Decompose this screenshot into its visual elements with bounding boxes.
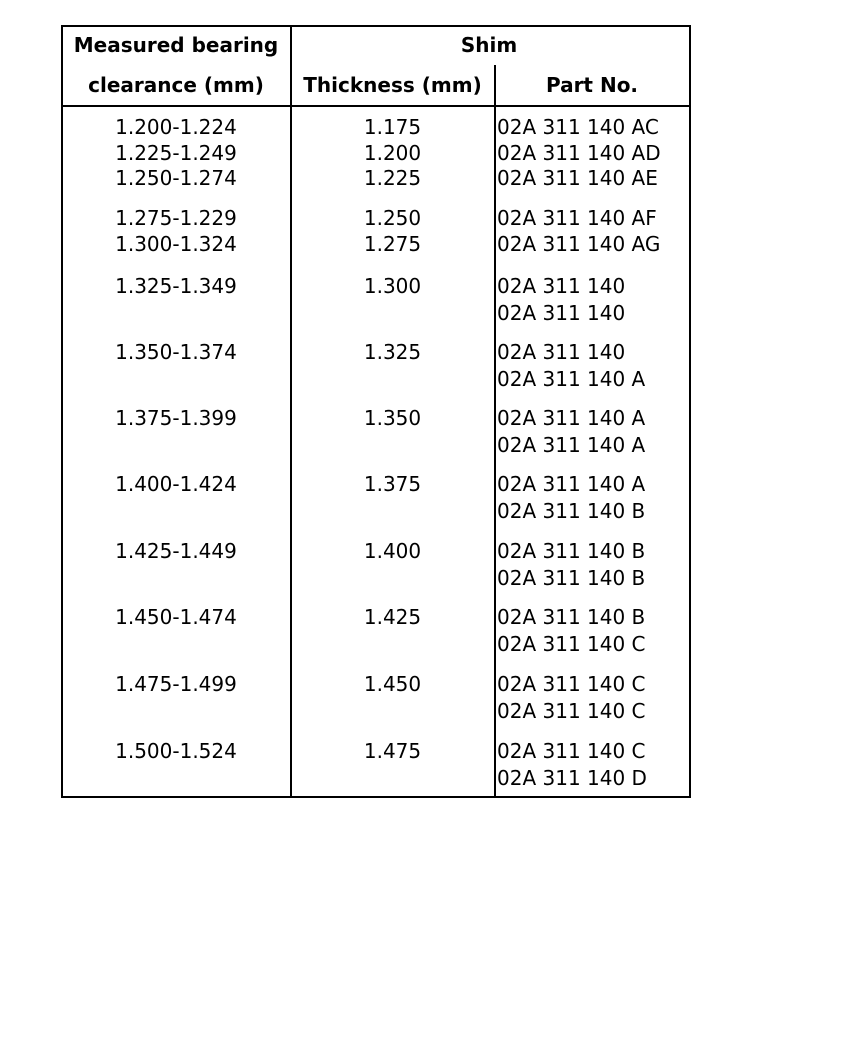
clearance-cell: 1.200-1.224 bbox=[115, 115, 237, 139]
part-no-cell: 02A 311 140 AG bbox=[497, 232, 661, 256]
thickness-cell: 1.450 bbox=[363, 672, 422, 696]
divider-col2 bbox=[494, 65, 496, 798]
header-rule bbox=[63, 105, 689, 107]
part-no-cell: 02A 311 140 C bbox=[497, 672, 646, 696]
header-clearance-mm: clearance (mm) bbox=[88, 73, 264, 97]
thickness-cell: 1.275 bbox=[363, 232, 422, 256]
part-no-cell: 02A 311 140 C bbox=[497, 739, 646, 763]
part-no-cell: 02A 311 140 A bbox=[497, 433, 646, 457]
clearance-cell: 1.250-1.274 bbox=[115, 166, 237, 190]
clearance-cell: 1.325-1.349 bbox=[115, 274, 237, 298]
clearance-cell: 1.350-1.374 bbox=[115, 340, 237, 364]
thickness-cell: 1.400 bbox=[363, 539, 422, 563]
thickness-cell: 1.175 bbox=[363, 115, 422, 139]
thickness-cell: 1.325 bbox=[363, 340, 422, 364]
clearance-cell: 1.300-1.324 bbox=[115, 232, 237, 256]
clearance-cell: 1.400-1.424 bbox=[115, 472, 237, 496]
part-no-cell: 02A 311 140 B bbox=[497, 539, 646, 563]
part-no-cell: 02A 311 140 B bbox=[497, 499, 646, 523]
header-part-no: Part No. bbox=[545, 73, 639, 97]
header-shim: Shim bbox=[460, 33, 518, 57]
clearance-cell: 1.275-1.229 bbox=[115, 206, 237, 230]
part-no-cell: 02A 311 140 bbox=[497, 274, 626, 298]
part-no-cell: 02A 311 140 bbox=[497, 340, 626, 364]
clearance-cell: 1.225-1.249 bbox=[115, 141, 237, 165]
part-no-cell: 02A 311 140 C bbox=[497, 632, 646, 656]
thickness-cell: 1.200 bbox=[363, 141, 422, 165]
part-no-cell: 02A 311 140 AC bbox=[497, 115, 659, 139]
part-no-cell: 02A 311 140 B bbox=[497, 566, 646, 590]
thickness-cell: 1.225 bbox=[363, 166, 422, 190]
thickness-cell: 1.375 bbox=[363, 472, 422, 496]
header-thickness-mm: Thickness (mm) bbox=[303, 73, 482, 97]
thickness-cell: 1.300 bbox=[363, 274, 422, 298]
part-no-cell: 02A 311 140 A bbox=[497, 406, 646, 430]
part-no-cell: 02A 311 140 A bbox=[497, 472, 646, 496]
thickness-cell: 1.350 bbox=[363, 406, 422, 430]
clearance-cell: 1.375-1.399 bbox=[115, 406, 237, 430]
thickness-cell: 1.250 bbox=[363, 206, 422, 230]
part-no-cell: 02A 311 140 C bbox=[497, 699, 646, 723]
thickness-cell: 1.475 bbox=[363, 739, 422, 763]
part-no-cell: 02A 311 140 A bbox=[497, 367, 646, 391]
shim-table bbox=[61, 25, 691, 798]
part-no-cell: 02A 311 140 bbox=[497, 301, 626, 325]
part-no-cell: 02A 311 140 AD bbox=[497, 141, 661, 165]
part-no-cell: 02A 311 140 AE bbox=[497, 166, 658, 190]
clearance-cell: 1.475-1.499 bbox=[115, 672, 237, 696]
header-measured-bearing: Measured bearing bbox=[73, 33, 279, 57]
clearance-cell: 1.450-1.474 bbox=[115, 605, 237, 629]
part-no-cell: 02A 311 140 B bbox=[497, 605, 646, 629]
part-no-cell: 02A 311 140 AF bbox=[497, 206, 657, 230]
clearance-cell: 1.425-1.449 bbox=[115, 539, 237, 563]
part-no-cell: 02A 311 140 D bbox=[497, 766, 647, 790]
clearance-cell: 1.500-1.524 bbox=[115, 739, 237, 763]
thickness-cell: 1.425 bbox=[363, 605, 422, 629]
